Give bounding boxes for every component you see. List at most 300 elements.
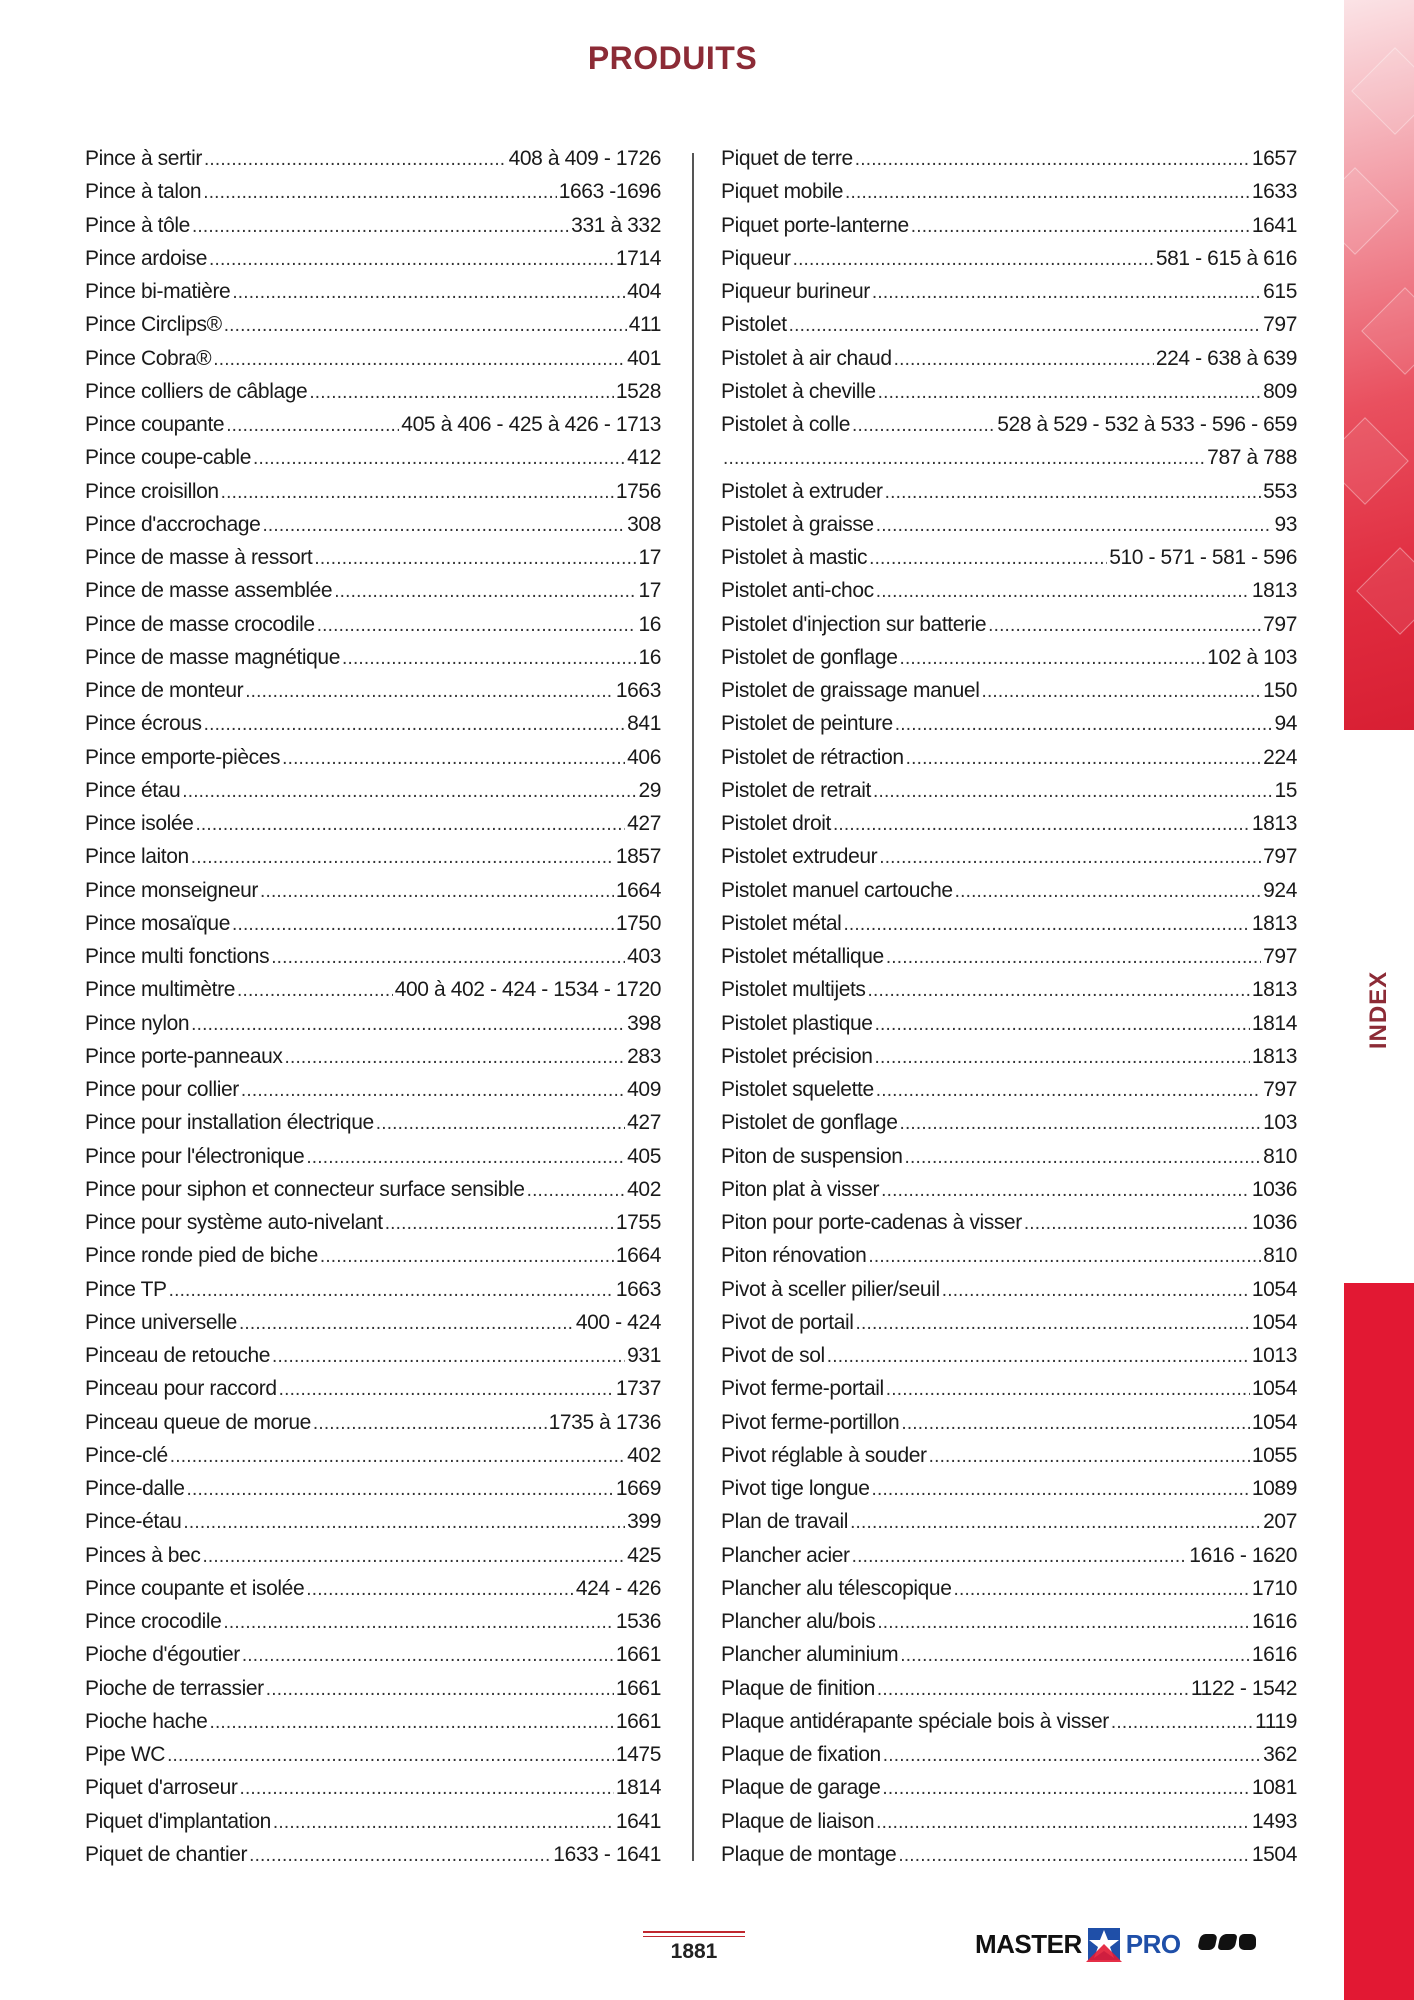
index-entry	[85, 1838, 661, 1871]
entry-pages: 1735 à 1736	[548, 1410, 661, 1434]
entry-pages: 1813	[1251, 579, 1297, 603]
brand-dots-icon	[1199, 1934, 1256, 1950]
entry-pages: 224	[1263, 745, 1297, 769]
index-entry	[85, 375, 661, 408]
entry-name: Pivot de sol	[721, 1344, 825, 1367]
entry-pages: 17	[638, 546, 661, 569]
entry-leader-dots	[885, 476, 1262, 509]
entry-pages: 424 - 426	[575, 1576, 661, 1600]
entry-leader-dots	[899, 1107, 1261, 1140]
entry-leader-dots	[282, 742, 625, 775]
entry-name: Pince laiton	[85, 845, 189, 869]
entry-leader-dots	[202, 1540, 625, 1573]
entry-leader-dots	[855, 143, 1250, 176]
index-entry	[85, 342, 661, 375]
entry-name: Pince nylon	[85, 1011, 190, 1035]
entry-pages: 406	[627, 745, 661, 769]
entry-leader-dots	[850, 1506, 1261, 1539]
entry-leader-dots	[872, 276, 1261, 309]
entry-leader-dots	[223, 1606, 613, 1639]
index-entry	[721, 275, 1297, 308]
entry-leader-dots	[852, 1540, 1188, 1573]
entry-pages: 1710	[1251, 1576, 1297, 1600]
entry-leader-dots	[929, 1440, 1250, 1473]
index-entry	[721, 1073, 1297, 1106]
index-entry	[85, 1206, 661, 1239]
entry-name: Pince-clé	[85, 1443, 168, 1467]
entry-pages: 510 - 571 - 581 - 596	[1109, 546, 1297, 569]
entry-name: Pince-étau	[85, 1510, 182, 1534]
entry-pages: 150	[1263, 679, 1297, 702]
brand-logo	[975, 1924, 1181, 1964]
entry-name: Pince universelle	[85, 1310, 237, 1334]
entry-name: Pince de masse crocodile	[85, 612, 315, 636]
entry-leader-dots	[901, 1407, 1250, 1440]
index-entry	[721, 1605, 1297, 1638]
entry-leader-dots	[385, 1207, 614, 1240]
index-entry	[721, 1173, 1297, 1206]
index-entry	[85, 1406, 661, 1439]
entry-name: Pistolet à graisse	[721, 512, 874, 536]
entry-name: Pistolet de gonflage	[721, 1111, 898, 1135]
entry-pages: 1813	[1251, 978, 1297, 1002]
entry-leader-dots	[192, 210, 569, 243]
index-entry	[85, 142, 661, 175]
entry-name: Pince ronde pied de biche	[85, 1244, 318, 1268]
entry-leader-dots	[898, 1839, 1250, 1872]
index-entry	[721, 1106, 1297, 1139]
entry-pages: 1633 - 1641	[553, 1842, 661, 1866]
entry-name: Pivot à sceller pilier/seuil	[721, 1277, 940, 1301]
index-entry	[85, 1805, 661, 1838]
entry-pages: 1661	[615, 1676, 661, 1700]
entry-name: Plan de travail	[721, 1510, 849, 1534]
entry-pages: 809	[1263, 379, 1297, 403]
entry-leader-dots	[169, 1274, 614, 1307]
entry-pages: 1122 - 1542	[1190, 1676, 1297, 1700]
index-entry	[85, 741, 661, 774]
index-entry	[85, 1771, 661, 1804]
entry-leader-dots	[376, 1107, 625, 1140]
entry-leader-dots	[833, 808, 1250, 841]
entry-pages: 16	[638, 612, 661, 636]
index-entry	[85, 1439, 661, 1472]
entry-name: Pistolet de graissage manuel	[721, 679, 980, 702]
entry-name: Pince mosaïque	[85, 911, 230, 935]
entry-leader-dots	[334, 575, 636, 608]
index-entry	[721, 1040, 1297, 1073]
entry-pages: 400 - 424	[575, 1310, 661, 1334]
entry-name: Pistolet de peinture	[721, 712, 893, 736]
entry-name: Pince à tôle	[85, 213, 190, 237]
entry-leader-dots	[221, 476, 614, 509]
entry-leader-dots	[852, 409, 995, 442]
entry-pages: 1055	[1251, 1443, 1297, 1467]
index-entry	[721, 874, 1297, 907]
entry-leader-dots	[239, 1772, 613, 1805]
entry-pages: 1081	[1251, 1776, 1297, 1800]
entry-leader-dots	[232, 908, 614, 941]
entry-leader-dots	[900, 1639, 1250, 1672]
entry-name: Pince pour siphon et connecteur surface sensible	[85, 1177, 525, 1201]
entry-leader-dots	[527, 1174, 626, 1207]
entry-leader-dots	[899, 642, 1205, 675]
entry-name: Pistolet multijets	[721, 978, 866, 1002]
entry-leader-dots	[272, 1340, 625, 1373]
entry-pages: 1054	[1251, 1377, 1297, 1401]
entry-pages: 408 à 409 - 1726	[508, 147, 661, 170]
index-entry	[85, 1040, 661, 1073]
index-entry	[85, 774, 661, 807]
index-entry	[721, 1372, 1297, 1405]
entry-name: Pivot ferme-portillon	[721, 1410, 900, 1434]
entry-leader-dots	[871, 1473, 1249, 1506]
index-entry	[721, 1672, 1297, 1705]
index-entry	[85, 641, 661, 674]
entry-leader-dots	[241, 1074, 625, 1107]
index-entry	[721, 840, 1297, 873]
entry-pages: 810	[1263, 1244, 1297, 1268]
entry-leader-dots	[284, 1041, 625, 1074]
entry-name: Piquet de terre	[721, 147, 853, 170]
entry-pages: 1054	[1251, 1277, 1297, 1301]
index-entry	[85, 1539, 661, 1572]
index-entry	[721, 1439, 1297, 1472]
entry-name: Pince étau	[85, 778, 181, 802]
entry-leader-dots	[954, 1573, 1250, 1606]
entry-name: Plancher acier	[721, 1543, 850, 1567]
index-entry	[85, 874, 661, 907]
entry-leader-dots	[869, 542, 1107, 575]
entry-leader-dots	[877, 1606, 1250, 1639]
index-entry	[85, 1372, 661, 1405]
index-entry	[721, 973, 1297, 1006]
entry-name: Pince isolée	[85, 812, 194, 835]
entry-pages: 17	[638, 579, 661, 603]
entry-name: Pince à sertir	[85, 147, 202, 170]
index-entry	[85, 1140, 661, 1173]
index-entry	[85, 1306, 661, 1339]
entry-leader-dots	[314, 542, 636, 575]
entry-pages: 93	[1274, 512, 1297, 536]
entry-leader-dots	[191, 841, 614, 874]
entry-pages: 1119	[1255, 1709, 1297, 1733]
entry-pages: 1669	[615, 1477, 661, 1500]
entry-name: Piquet d'implantation	[85, 1809, 271, 1833]
entry-pages: 331 à 332	[571, 213, 661, 237]
decorative-red-band	[1344, 1283, 1414, 2000]
entry-name: Pistolet	[721, 313, 787, 337]
entry-name: Piquet d'arroseur	[85, 1776, 238, 1800]
entry-leader-dots	[262, 509, 625, 542]
entry-name: Pince-dalle	[85, 1477, 185, 1500]
index-entry	[721, 1838, 1297, 1871]
entry-leader-dots	[266, 1673, 614, 1706]
entry-leader-dots	[873, 775, 1272, 808]
entry-pages: 1663 -1696	[558, 180, 661, 204]
entry-pages: 1504	[1251, 1842, 1297, 1866]
entry-pages: 404	[627, 280, 661, 303]
entry-leader-dots	[237, 974, 393, 1007]
index-entry	[721, 1738, 1297, 1771]
index-entry	[85, 475, 661, 508]
entry-pages: 207	[1263, 1510, 1297, 1534]
entry-name: Pistolet métallique	[721, 945, 884, 968]
index-entry	[721, 408, 1297, 441]
index-entry	[721, 907, 1297, 940]
entry-name: Pince pour collier	[85, 1078, 239, 1101]
entry-leader-dots	[723, 442, 1205, 475]
entry-leader-dots	[224, 309, 627, 342]
entry-name: Piquet porte-lanterne	[721, 213, 909, 237]
entry-pages: 1054	[1251, 1410, 1297, 1434]
entry-pages: 1641	[1251, 213, 1297, 237]
entry-leader-dots	[204, 143, 507, 176]
index-entry	[721, 1406, 1297, 1439]
entry-pages: 29	[638, 778, 661, 802]
entry-leader-dots	[209, 1706, 613, 1739]
entry-leader-dots	[167, 1739, 614, 1772]
entry-pages: 412	[627, 446, 661, 470]
entry-pages: 425	[627, 1543, 661, 1567]
entry-name: Pistolet à cheville	[721, 379, 876, 403]
entry-name: Pivot de portail	[721, 1310, 854, 1334]
entry-leader-dots	[1111, 1706, 1253, 1739]
index-entry	[721, 1007, 1297, 1040]
entry-leader-dots	[342, 642, 636, 675]
entry-pages: 1813	[1251, 1044, 1297, 1068]
entry-pages: 1814	[615, 1776, 661, 1800]
entry-pages: 427	[627, 1111, 661, 1135]
entry-pages: 94	[1274, 712, 1297, 736]
index-entry	[721, 142, 1297, 175]
entry-pages: 1641	[615, 1809, 661, 1833]
index-entry	[721, 475, 1297, 508]
entry-pages: 308	[627, 512, 661, 536]
entry-name: Pistolet à mastic	[721, 546, 868, 569]
entry-pages: 398	[627, 1011, 661, 1035]
entry-leader-dots	[249, 1839, 551, 1872]
index-entry	[721, 209, 1297, 242]
entry-pages: 1036	[1251, 1177, 1297, 1201]
entry-leader-dots	[875, 1008, 1250, 1041]
entry-name: Piton de suspension	[721, 1144, 903, 1168]
entry-name: Pistolet d'injection sur batterie	[721, 612, 987, 636]
entry-name: Pivot tige longue	[721, 1477, 870, 1500]
entry-pages: 1664	[615, 1244, 661, 1268]
index-entry	[85, 275, 661, 308]
entry-pages: 103	[1263, 1111, 1297, 1135]
entry-name: Pioche d'égoutier	[85, 1643, 240, 1667]
index-entry	[85, 1339, 661, 1372]
entry-name: Pince pour l'électronique	[85, 1144, 305, 1168]
index-entry	[721, 1539, 1297, 1572]
entry-leader-dots	[845, 176, 1250, 209]
index-entry	[721, 1805, 1297, 1838]
index-entry	[85, 408, 661, 441]
index-entry	[721, 1306, 1297, 1339]
index-entry	[721, 308, 1297, 341]
entry-leader-dots	[878, 376, 1262, 409]
index-entry	[85, 308, 661, 341]
index-entry	[85, 1106, 661, 1139]
entry-leader-dots	[876, 1806, 1250, 1839]
entry-name: Pistolet métal	[721, 911, 842, 935]
entry-name: Pince coupante	[85, 413, 225, 436]
entry-leader-dots	[306, 1573, 574, 1606]
entry-name: Piqueur	[721, 246, 791, 270]
entry-leader-dots	[313, 1407, 547, 1440]
entry-leader-dots	[306, 1141, 625, 1174]
entry-name: Pince porte-panneaux	[85, 1044, 283, 1068]
entry-leader-dots	[843, 908, 1249, 941]
index-entry	[85, 973, 661, 1006]
index-entry	[85, 1638, 661, 1671]
index-entry	[721, 940, 1297, 973]
entry-leader-dots	[195, 808, 625, 841]
entry-leader-dots	[868, 1240, 1261, 1273]
entry-leader-dots	[894, 343, 1154, 376]
entry-pages: 1633	[1251, 180, 1297, 204]
index-entry	[721, 774, 1297, 807]
index-entry	[85, 1672, 661, 1705]
footer-rule	[643, 1931, 745, 1933]
entry-name: Pioche hache	[85, 1709, 208, 1733]
entry-name: Pistolet à colle	[721, 413, 851, 436]
entry-leader-dots	[1024, 1207, 1250, 1240]
index-entry	[721, 441, 1297, 474]
index-entry	[721, 574, 1297, 607]
page-number: 1881	[670, 1940, 718, 1963]
entry-pages: 15	[1274, 778, 1297, 802]
entry-pages: 1661	[615, 1643, 661, 1667]
entry-name: Pince de masse assemblée	[85, 579, 333, 603]
entry-name: Pince Cobra®	[85, 346, 212, 370]
index-column-right	[721, 142, 1297, 1871]
index-entry	[721, 741, 1297, 774]
index-entry	[721, 1339, 1297, 1372]
index-entry	[721, 707, 1297, 740]
entry-leader-dots	[245, 675, 614, 708]
entry-leader-dots	[273, 1806, 614, 1839]
entry-name: Pince de masse magnétique	[85, 645, 340, 669]
entry-pages: 400 à 402 - 424 - 1534 - 1720	[394, 978, 661, 1002]
entry-leader-dots	[988, 609, 1261, 642]
entry-name: Pistolet droit	[721, 812, 831, 835]
index-entry	[85, 907, 661, 940]
entry-name: Pistolet anti-choc	[721, 579, 874, 603]
entry-leader-dots	[905, 1141, 1262, 1174]
entry-leader-dots	[886, 1373, 1250, 1406]
entry-name: Pince emporte-pièces	[85, 745, 281, 769]
entry-leader-dots	[239, 1307, 574, 1340]
index-entry	[721, 1771, 1297, 1804]
index-entry	[721, 1638, 1297, 1671]
entry-name: Pistolet à air chaud	[721, 346, 892, 370]
entry-leader-dots	[253, 442, 625, 475]
entry-name: Pistolet précision	[721, 1044, 873, 1068]
entry-name: Pince monseigneur	[85, 878, 258, 902]
sidebar-tab	[1344, 0, 1414, 2000]
index-entry	[721, 641, 1297, 674]
entry-name: Plancher alu télescopique	[721, 1576, 952, 1600]
entry-name: Pistolet extrudeur	[721, 845, 878, 869]
index-entry	[721, 375, 1297, 408]
entry-leader-dots	[868, 974, 1250, 1007]
entry-name: Plaque antidérapante spéciale bois à visser	[721, 1709, 1109, 1733]
entry-leader-dots	[203, 176, 557, 209]
entry-name: Plancher alu/bois	[721, 1610, 876, 1633]
index-entry	[85, 574, 661, 607]
entry-pages: 1813	[1251, 911, 1297, 935]
entry-pages: 1857	[615, 845, 661, 869]
index-tab-label[interactable]	[1355, 970, 1403, 1050]
entry-leader-dots	[260, 875, 614, 908]
entry-leader-dots	[170, 1440, 625, 1473]
entry-name: Plaque de liaison	[721, 1809, 875, 1833]
entry-pages: 1528	[615, 379, 661, 403]
entry-name: Pinceau de retouche	[85, 1344, 271, 1367]
entry-name: Pince de monteur	[85, 679, 244, 702]
entry-name: Pistolet à extruder	[721, 479, 883, 503]
index-entry	[721, 1705, 1297, 1738]
index-entry	[721, 807, 1297, 840]
entry-pages: 1054	[1251, 1310, 1297, 1334]
entry-name: Pince colliers de câblage	[85, 379, 308, 403]
entry-name: Pince multi fonctions	[85, 945, 270, 968]
entry-leader-dots	[911, 210, 1250, 243]
entry-name: Pivot réglable à souder	[721, 1443, 927, 1467]
entry-name: Pince d'accrochage	[85, 512, 261, 536]
entry-pages: 1661	[615, 1709, 661, 1733]
entry-pages: 924	[1263, 878, 1297, 902]
entry-name: Pinceau pour raccord	[85, 1377, 277, 1401]
page-title: PRODUITS	[587, 40, 758, 76]
entry-name: Plancher aluminium	[721, 1643, 899, 1667]
entry-leader-dots	[242, 1639, 614, 1672]
entry-leader-dots	[320, 1240, 614, 1273]
index-entry	[85, 807, 661, 840]
entry-name: Pince de masse à ressort	[85, 546, 313, 569]
entry-name: Plaque de fixation	[721, 1743, 881, 1766]
entry-pages: 1813	[1251, 812, 1297, 835]
entry-leader-dots	[182, 775, 636, 808]
entry-name: Pinceau queue de morue	[85, 1410, 311, 1434]
entry-leader-dots	[942, 1274, 1250, 1307]
index-entry	[721, 1273, 1297, 1306]
entry-name: Piton rénovation	[721, 1244, 867, 1268]
index-entry	[721, 608, 1297, 641]
entry-pages: 581 - 615 à 616	[1155, 246, 1297, 270]
index-entry	[85, 1605, 661, 1638]
index-entry	[721, 1140, 1297, 1173]
index-entry	[85, 1239, 661, 1272]
entry-pages: 1664	[615, 878, 661, 902]
entry-pages: 1616 - 1620	[1189, 1543, 1297, 1567]
entry-pages: 402	[627, 1443, 661, 1467]
entry-pages: 1663	[615, 679, 661, 702]
entry-pages: 797	[1263, 845, 1297, 869]
entry-name: Pince ardoise	[85, 246, 208, 270]
entry-pages: 1657	[1251, 147, 1297, 170]
entry-name: Pioche de terrassier	[85, 1676, 264, 1700]
index-entry	[85, 707, 661, 740]
entry-leader-dots	[232, 276, 625, 309]
entry-name: Plaque de montage	[721, 1842, 897, 1866]
entry-pages: 16	[638, 645, 661, 669]
entry-name: Pince Circlips®	[85, 313, 222, 337]
index-entry	[721, 1505, 1297, 1538]
